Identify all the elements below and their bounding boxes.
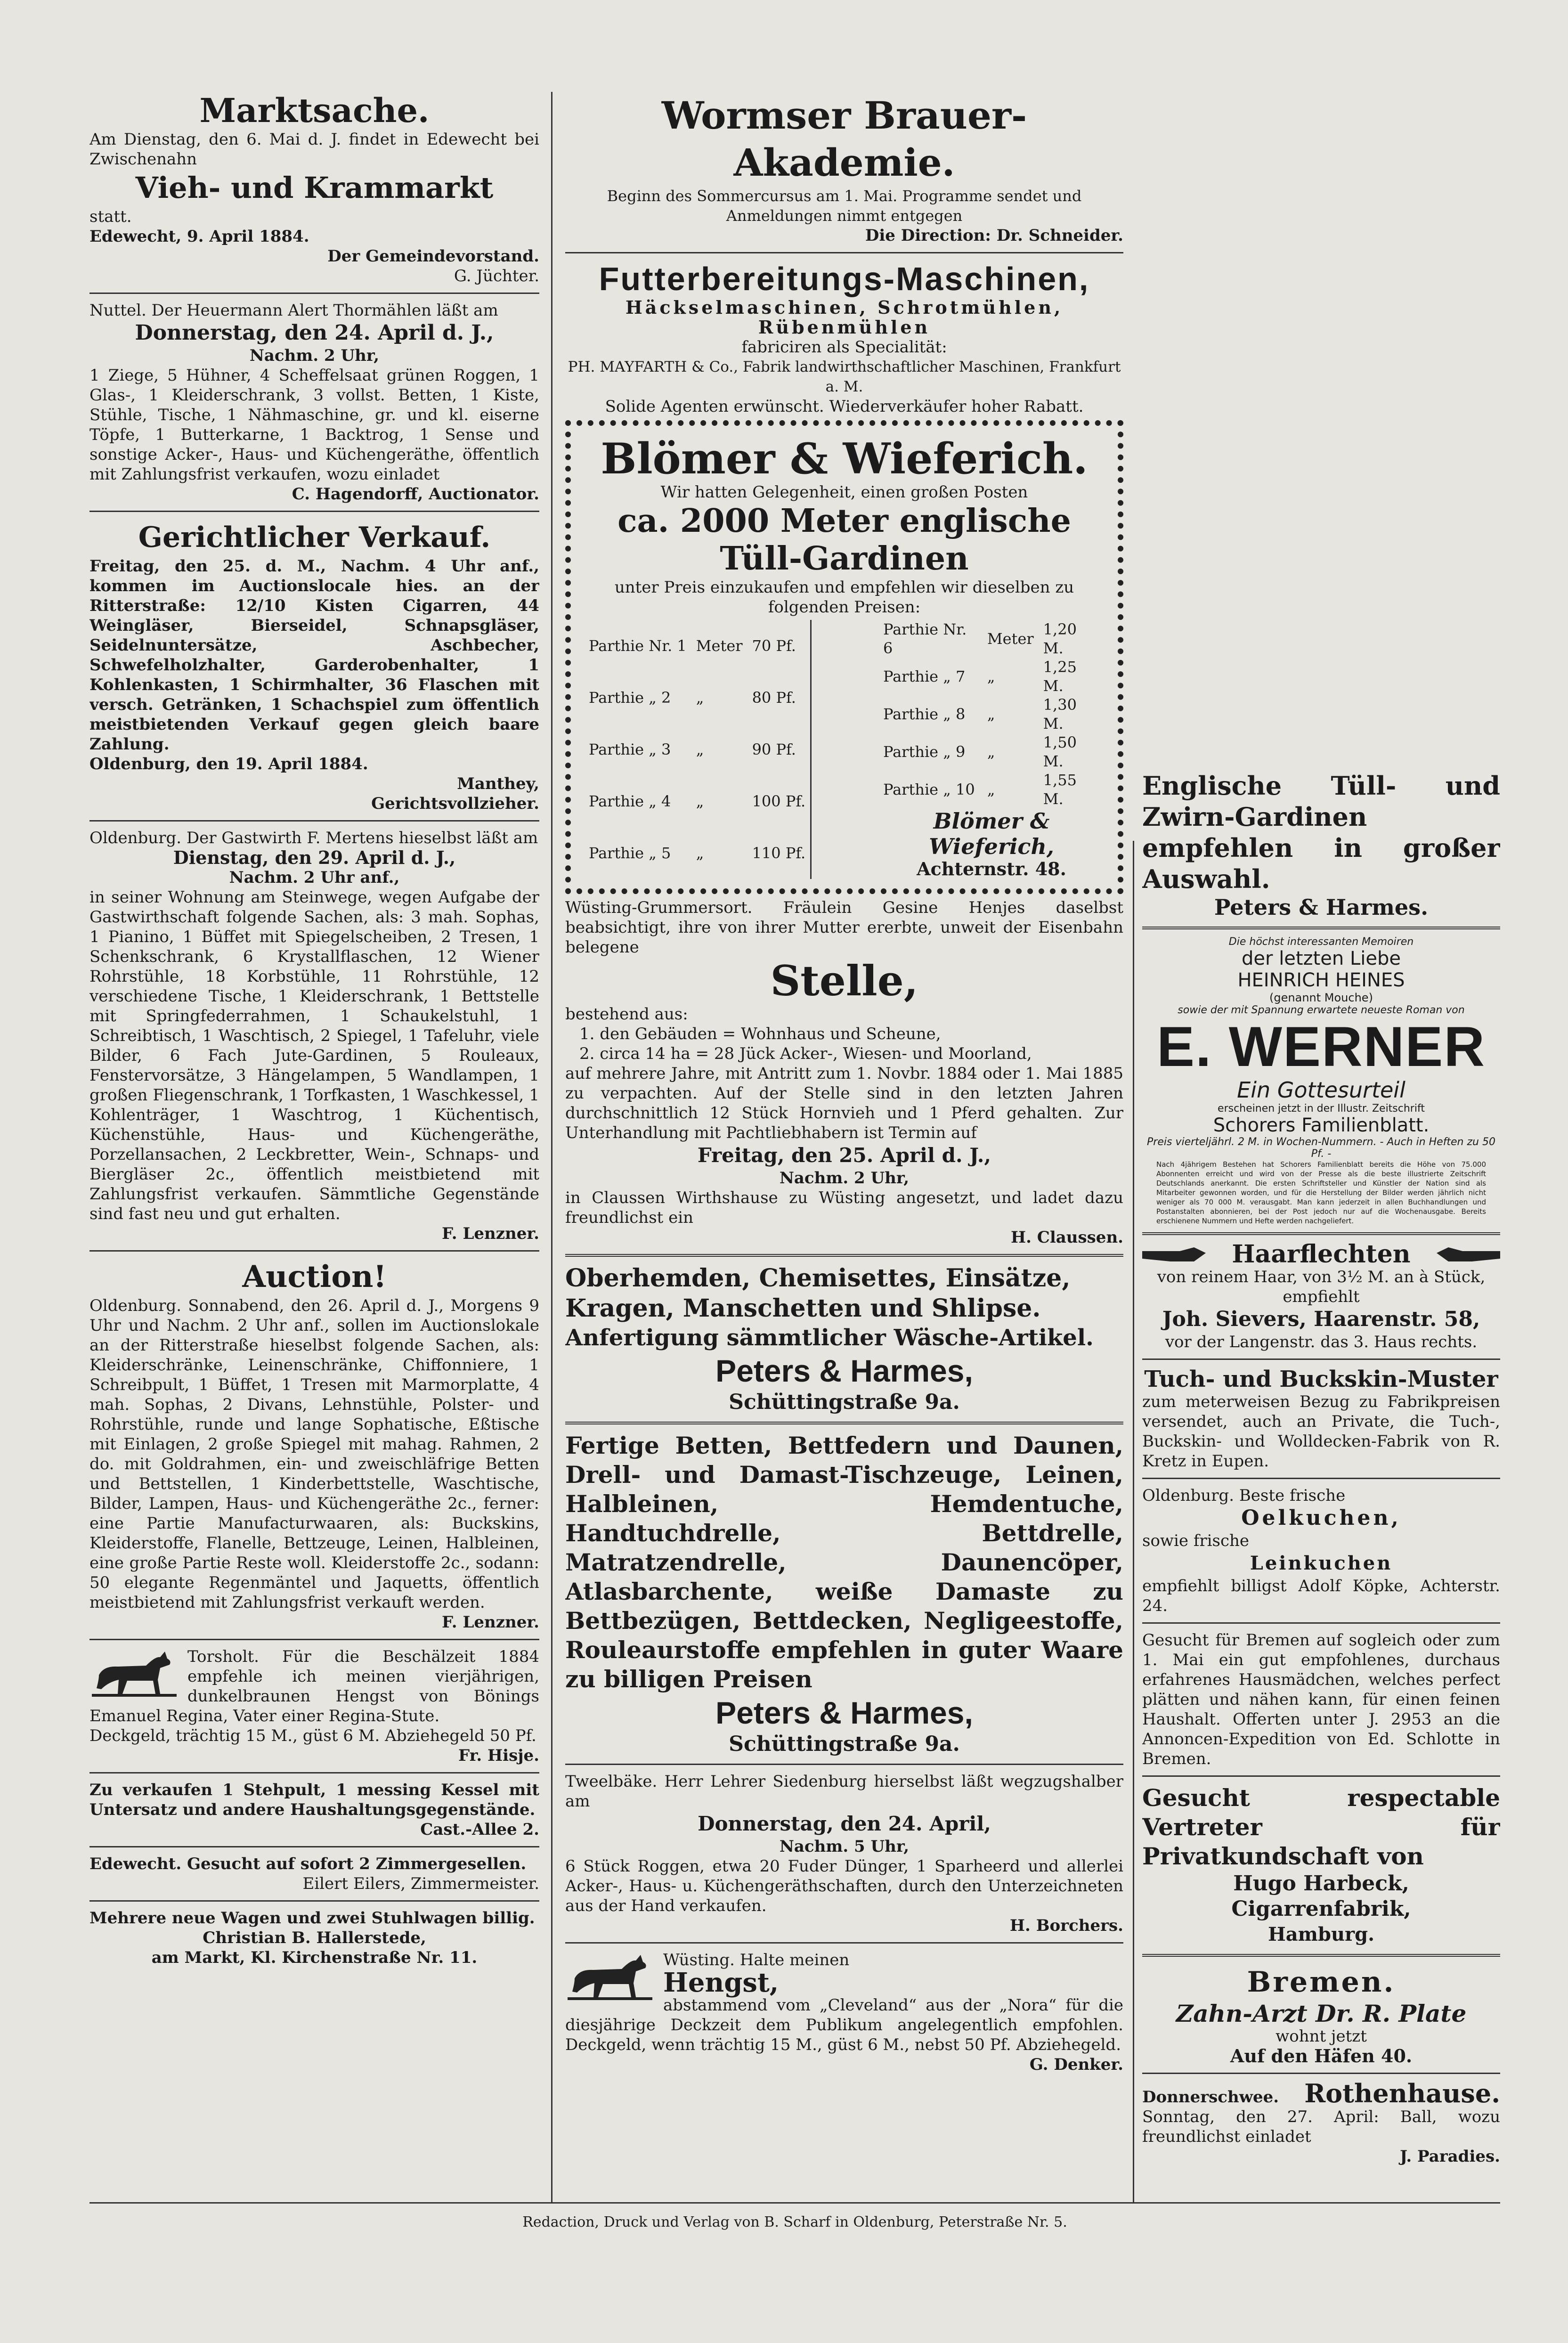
stelle-text4: in Claussen Wirthshause zu Wüsting angesetzt, und ladet dazu freundlichst ein: [565, 1188, 1123, 1227]
cell: Parthie Nr. 6: [883, 620, 967, 657]
haar-text: von reinem Haar, von 3½ M. an à Stück, empfiehlt: [1157, 1268, 1486, 1306]
divider: [89, 1900, 539, 1902]
bremen-title: Bremen.: [1247, 1966, 1396, 1999]
tull-sig: Peters & Harmes.: [1214, 895, 1429, 920]
divider: [89, 1772, 539, 1774]
oel-text2: empfiehlt billigst Adolf Köpke, Achterstr. 24.: [1142, 1577, 1500, 1615]
cell: Parthie „ 9: [883, 743, 966, 761]
wu-title: Hengst,: [663, 1967, 779, 1998]
stelle-date: Freitag, den 25. April d. J.,: [697, 1144, 991, 1167]
cell: Parthie „ 5: [589, 844, 671, 862]
nuttel-sig: C. Hagendorff, Auctionator.: [292, 485, 539, 504]
oel-title: Oelkuchen,: [1241, 1506, 1401, 1530]
oel-title2: Leinkuchen: [1250, 1552, 1393, 1574]
werner-l6: Ein Gottesurteil: [1237, 1077, 1406, 1103]
cell: „: [987, 667, 995, 685]
divider: [565, 1764, 1123, 1765]
werner-l3: HEINRICH HEINES: [1237, 969, 1405, 991]
markt-head: Vieh- und Krammarkt: [135, 171, 494, 205]
zahn-l1: wohnt jetzt: [1276, 2027, 1367, 2046]
cell: Parthie Nr. 1: [589, 637, 687, 655]
ph-name2: Peters & Harmes,: [715, 1695, 973, 1730]
divider: [1142, 1954, 1500, 1957]
stelle-item2: 2. circa 14 ha = 28 Jück Acker-, Wiesen- und Moorland,: [579, 1044, 1032, 1063]
table-row: [584, 775, 811, 827]
tw-time: Nachm. 5 Uhr,: [779, 1837, 910, 1856]
nuttel-lead: Nuttel. Der Heuermann Alert Thormählen läßt am: [89, 301, 498, 320]
cell: „: [987, 781, 995, 798]
table-row: [584, 620, 811, 672]
table-row: [878, 733, 1105, 771]
blomer-head: ca. 2000 Meter englische Tüll-Gardinen: [617, 502, 1071, 578]
price-table-right: [878, 620, 1105, 808]
markt-text: Am Dienstag, den 6. Mai d. J. findet in Edewecht bei Zwischenahn: [89, 130, 539, 169]
tw-text2: 6 Stück Roggen, etwa 20 Fuder Dünger, 1 Sparheerd und allerlei Acker-, Haus- u. Küchengeräthschaften, durch den Unterzeichneten aus der Hand verkaufen.: [565, 1857, 1123, 1915]
werner-l9: Preis vierteljährl. 2 M. in Wochen-Nummern. - Auch in Heften zu 50 Pf. -: [1147, 1136, 1495, 1160]
blomer-sig2: Achternstr. 48.: [917, 858, 1066, 879]
oel-text: sowie frische: [1142, 1531, 1250, 1550]
werner-l5: sowie der mit Spannung erwartete neueste Roman von: [1178, 1004, 1465, 1016]
markt-place: Edewecht, 9. April 1884.: [89, 227, 309, 246]
column-rule: [551, 92, 552, 2202]
wagen-sig: Christian B. Hallerstede,: [203, 1928, 426, 1947]
bremen-text: Gesucht für Bremen auf sogleich oder zum 1. Mai ein gut empfohlenes, durchaus erfahrenes Hausmädchen, welches perfect plätten und nähen kann, für einen feinen Haushalt. Offerten unter J. 2953 an die Annoncen-Expedition von Ed. Schlotte in Bremen.: [1142, 1631, 1500, 1768]
markt-sig2: G. Jüchter.: [454, 267, 539, 285]
wu-ad: [565, 1950, 1123, 2075]
ph-name: Peters & Harmes,: [715, 1353, 973, 1388]
auc-title: Auction!: [242, 1259, 387, 1294]
oel-lead: Oldenburg. Beste frische: [1142, 1486, 1346, 1505]
price-list: [584, 620, 1105, 879]
divider: [89, 820, 539, 822]
ph-addr: Schüttingstraße 9a.: [729, 1390, 960, 1414]
tull-text: Englische Tüll- und Zwirn-Gardinen empfehlen in großer Auswahl.: [1142, 771, 1500, 894]
markt-text2: statt.: [89, 207, 132, 226]
table-row: [584, 724, 811, 775]
werner-l8: Schorers Familienblatt.: [1213, 1115, 1430, 1136]
divider: [89, 293, 539, 294]
old-time: Nachm. 2 Uhr anf.,: [229, 868, 400, 887]
cell: „: [987, 705, 995, 723]
divider: [565, 1254, 1123, 1257]
cell: 100 Pf.: [752, 792, 806, 810]
torf-sig: Fr. Hisje.: [458, 1746, 539, 1765]
donn-sig: J. Paradies.: [1399, 2147, 1500, 2166]
cell: Parthie „ 7: [883, 667, 966, 685]
tw-text: Tweelbäke. Herr Lehrer Siedenburg hierselbst läßt wegzugshalber am: [565, 1772, 1123, 1811]
newspaper-page: [89, 92, 1500, 2254]
blomer-sig: Blömer & Wieferich,: [929, 808, 1054, 859]
tuch-text: zum meterweisen Bezug zu Fabrikpreisen versendet, auch an Private, die Tuch-, Buckskin- und Wolldecken-Fabrik von R. Kretz in Eupen.: [1142, 1392, 1500, 1471]
divider: [89, 1250, 539, 1252]
futter-sub: Häckselmaschinen, Schrotmühlen, Rübenmühlen: [625, 297, 1064, 338]
cell: Parthie „ 3: [589, 740, 671, 758]
zahn-l2: Auf den Häfen 40.: [1230, 2045, 1413, 2066]
cell: Parthie „ 2: [589, 689, 671, 707]
divider: [1142, 927, 1500, 929]
donn-text: Sonntag, den 27. April: Ball, wozu freundlichst einladet: [1142, 2107, 1500, 2146]
haar-title: Haarflechten: [1232, 1240, 1411, 1269]
zahn: Zahn-Arzt Dr. R. Plate: [1176, 2000, 1467, 2027]
cell: „: [696, 740, 704, 758]
table-row: [878, 620, 1105, 658]
harbeck-name: Hugo Harbeck, Cigarrenfabrik,: [1231, 1871, 1411, 1921]
divider: [565, 1942, 1123, 1944]
tw-date: Donnerstag, den 24. April,: [698, 1812, 991, 1835]
divider: [1142, 1478, 1500, 1479]
betten-text: Fertige Betten, Bettfedern und Daunen, Drell- und Damast-Tischzeuge, Leinen, Halbleinen, Hemdentuche, Handtuchdrelle, Bettdrelle, Matratzendrelle, Daunencöper, Atlasbarchente, weiße Damaste zu Bettbezügen, Bettdecken, Negligeestoffe, Rouleaurstoffe empfehlen in guter Waare zu billigen Preisen: [565, 1432, 1123, 1693]
wu-sig: G. Denker.: [1029, 2055, 1123, 2074]
old-date: Dienstag, den 29. April d. J.,: [173, 847, 456, 868]
ede-text: Edewecht. Gesucht auf sofort 2 Zimmergesellen.: [89, 1855, 527, 1873]
cell: „: [987, 743, 995, 761]
harbeck-text: Gesucht respectable Vertreter für Privatkundschaft von: [1142, 1784, 1500, 1870]
table-row: [878, 771, 1105, 808]
blomer-text1: Wir hatten Gelegenheit, einen großen Posten: [660, 483, 1028, 502]
haar-header: [1142, 1242, 1500, 1267]
tuch-title: Tuch- und Buckskin-Muster: [1144, 1366, 1498, 1392]
werner-name: E. WERNER: [1156, 1015, 1486, 1078]
column-left: [89, 92, 539, 2193]
blomer-title: Blömer & Wieferich.: [601, 434, 1088, 484]
ger-place: Oldenburg, den 19. April 1884.: [89, 755, 368, 773]
markt-sig: Der Gemeindevorstand.: [327, 247, 539, 266]
divider: [1142, 1359, 1500, 1360]
divider: [565, 252, 1123, 253]
donn-title: Rothenhause.: [1304, 2078, 1500, 2108]
cell: Meter: [696, 637, 743, 655]
werner-ad: [1142, 936, 1500, 1226]
divider: [1142, 1232, 1500, 1235]
stelle-time: Nachm. 2 Uhr,: [779, 1169, 910, 1188]
cell: Parthie „ 10: [883, 781, 975, 798]
ger-title: Gerichtlicher Verkauf.: [138, 521, 491, 554]
ph-addr2: Schüttingstraße 9a.: [729, 1732, 960, 1756]
horse-icon: [89, 1647, 179, 1699]
old-text: in seiner Wohnung am Steinwege, wegen Aufgabe der Gastwirthschaft folgende Sachen, als: 3 mah. Sophas, 1 Pianino, 1 Büffet mit Spiegelscheiben, 2 Tresen, 1 Schenkschrank, 6 Krystallflaschen, 12 Wiener Rohrstühle, 18 Korbstühle, 11 Rohrstühle, 12 verschiedene Tische, 1 Kleiderschrank, 1 Bettstelle mit Springfederrahmen, 1 Schaukelstuhl, 1 Schreibtisch, 1 Waschtisch, 2 Spiegel, 1 Tafeluhr, viele Bilder, 6 Fach Jute-Gardinen, 5 Rouleaux, Fenstervorsätze, 3 Hängelampen, 5 Wandlampen, 1 großen Fliegenschrank, 1 Torfkasten, 1 Waschkessel, 1 Kohlenträger, 1 Waschtrog, 1 Küchentisch, Küchenstühle, Haus- und Küchengeräthe, Porzellansachen, 2 Leckbretter, Wein-, Schnaps- und Biergläser 2c., öffentlich meistbietend mit Zahlungsfrist verkaufen. Sämmtliche Gegenstände sind fast neu und gut erhalten.: [89, 888, 539, 1223]
futter-line2: PH. MAYFARTH & Co., Fabrik landwirthschaftlicher Maschinen, Frankfurt a. M.: [568, 358, 1121, 395]
ger-sig: Manthey,: [457, 774, 539, 793]
table-row: [878, 658, 1105, 695]
table-row: [878, 695, 1105, 733]
column-rule: [1133, 841, 1134, 2202]
cell: 90 Pf.: [752, 740, 796, 758]
ger-sig2: Gerichtsvollzieher.: [371, 794, 539, 813]
divider: [565, 1422, 1123, 1424]
divider: [89, 1639, 539, 1640]
haar-name: Joh. Sievers, Haarenstr. 58,: [1162, 1307, 1480, 1331]
torf-ad: [89, 1647, 539, 1765]
stelle-text3: auf mehrere Jahre, mit Antritt zum 1. Novbr. 1884 oder 1. Mai 1885 zu verpachten. Auf der Stelle sind in den letzten Jahren durchschnittlich 12 Stück Hornvieh und 1 Pferd gehalten. Zur Unterhandlung mit Pachtliebhabern ist Termin auf: [565, 1064, 1123, 1142]
column-middle: [565, 92, 1123, 2193]
divider: [1142, 1622, 1500, 1624]
ger-text: Freitag, den 25. d. M., Nachm. 4 Uhr anf., kommen im Auctionslocale hies. an der Ritterstraße: 12/10 Kisten Cigarren, 44 Weingläser, Bierseidel, Schnapsgläser, Seidelnuntersätze, Aschbecher, Schwefelholzhalter, Garderobenhalter, 1 Kohlenkasten, 1 Schirmhalter, 36 Flaschen mit versch. Getränken, 1 Schachspiel zum öffentlich meistbietenden Verkauf gegen gleich baare Zahlung.: [89, 557, 539, 754]
futter-line3: Solide Agenten erwünscht. Wiederverkäufer hoher Rabatt.: [605, 397, 1084, 416]
wagen-text: Mehrere neue Wagen und zwei Stuhlwagen billig.: [89, 1909, 535, 1928]
blomer-text2: unter Preis einzukaufen und empfehlen wir dieselben zu folgenden Preisen:: [614, 578, 1074, 617]
price-right: [878, 620, 1105, 879]
nuttel-text: 1 Ziege, 5 Hühner, 4 Scheffelsaat grünen Roggen, 1 Glas-, 1 Kleiderschrank, 3 vollst. Betten, 1 Kiste, Stühle, Tische, 1 Nähmaschine, gr. und kl. eiserne Töpfe, 1 Butterkarne, 1 Backtrog, 1 Sense und sonstige Acker-, Haus- und Küchengeräthe, öffentlich mit Zahlungsfrist verkaufen, wozu einladet: [89, 366, 539, 484]
divider: [1142, 1775, 1500, 1777]
table-row: [584, 672, 811, 724]
werner-l4: (genannt Mouche): [1269, 991, 1373, 1004]
footer-imprint: Redaction, Druck und Verlag von B. Scharf in Oldenburg, Peterstraße Nr. 5.: [522, 2214, 1067, 2230]
price-table-left: [584, 620, 812, 879]
worms-text: Beginn des Sommercursus am 1. Mai. Programme sendet und Anmeldungen nimmt entgegen: [607, 187, 1082, 225]
horse-icon: [565, 1950, 655, 2002]
donn-header: [1142, 2078, 1500, 2108]
verk-sig: Cast.-Allee 2.: [420, 1820, 539, 1839]
stelle-item1: 1. den Gebäuden = Wohnhaus und Scheune,: [579, 1025, 941, 1043]
tw-sig: H. Borchers.: [1009, 1916, 1123, 1935]
cell: „: [696, 844, 704, 862]
cell: „: [696, 792, 704, 810]
cell: 1,50 M.: [1043, 733, 1077, 770]
auc-sig: F. Lenzner.: [442, 1613, 539, 1632]
cell: Parthie „ 8: [883, 705, 966, 723]
old-sig: F. Lenzner.: [442, 1224, 539, 1243]
pointing-hand-icon: [1434, 1243, 1500, 1266]
ede-sig: Eilert Eilers, Zimmermeister.: [302, 1874, 539, 1893]
werner-l7: erscheinen jetzt in der Illustr. Zeitschrift: [1218, 1103, 1425, 1115]
ober-text2: Anfertigung sämmtlicher Wäsche-Artikel.: [565, 1325, 1094, 1351]
stelle-text2: bestehend aus:: [565, 1005, 688, 1024]
column-right: [1142, 770, 1500, 2193]
divider: [89, 511, 539, 512]
werner-l2: der letzten Liebe: [1242, 948, 1401, 969]
haar-text2: vor der Langenstr. das 3. Haus rechts.: [1165, 1333, 1478, 1351]
blomer-ad: [565, 420, 1123, 894]
ober-text: Oberhemden, Chemisettes, Einsätze, Kragen, Manschetten und Shlipse.: [565, 1264, 1071, 1323]
cell: Meter: [987, 630, 1034, 648]
werner-small: Nach 4jährigem Bestehen hat Schorers Familienblatt bereits die Höhe von 75.000 Abonnenten erreicht und wird von der Presse als die beste illustrierte Zeitschrift Deutschlands anerkannt. Die ersten Schriftsteller und Künstler der Nation sind als Mitarbeiter gewonnen worden, und für die Herstellung der Bilder werden jährlich nicht weniger als 70 000 M. verausgabt. Man kann jederzeit in allen Buchhandlungen und Postanstalten abonnieren, bei der Post jedoch nur auf die Wochenausgabe. Bereits erschienene Nummern und Hefte werden nachgeliefert.: [1156, 1160, 1486, 1225]
cell: 70 Pf.: [752, 637, 796, 655]
stelle-title: Stelle,: [770, 956, 918, 1005]
cell: 80 Pf.: [752, 689, 796, 707]
harbeck-city: Hamburg.: [1267, 1923, 1375, 1945]
footer-rule: [89, 2202, 1500, 2204]
wagen-sig2: am Markt, Kl. Kirchenstraße Nr. 11.: [151, 1948, 478, 1967]
worms-title: Wormser Brauer-Akademie.: [661, 93, 1027, 185]
stelle-sig: H. Claussen.: [1011, 1228, 1123, 1247]
futter-line1: fabriciren als Specialität:: [741, 338, 947, 357]
futter-title: Futterbereitungs-Maschinen,: [599, 260, 1090, 297]
wu-text1: Wüsting. Halte meinen: [663, 1951, 850, 1969]
verk-text: Zu verkaufen 1 Stehpult, 1 messing Kessel mit Untersatz und andere Haushaltungsgegenstände.: [89, 1781, 539, 1819]
wu-text2: abstammend vom „Cleveland“ aus der „Nora“ für die diesjährige Deckzeit dem Publikum angelegentlich empfohlen. Deckgeld, wenn trächtig 15 M., güst 6 M., nebst 50 Pf. Abziehegeld.: [565, 1996, 1123, 2054]
markt-title: Marktsache.: [199, 92, 430, 130]
cell: „: [696, 689, 704, 707]
nuttel-date: Donnerstag, den 24. April d. J.,: [135, 321, 494, 345]
donn-lead: Donnerschwee.: [1142, 2088, 1279, 2107]
old-lead: Oldenburg. Der Gastwirth F. Mertens hieselbst läßt am: [89, 829, 538, 847]
cell: 1,55 M.: [1043, 771, 1077, 808]
torf-text: Torsholt. Für die Beschälzeit 1884 empfehle ich meinen vierjährigen, dunkelbraunen Hengst von Bönings Emanuel Regina, Vater einer Regina-Stute.: [89, 1647, 539, 1725]
pointing-hand-icon: [1142, 1243, 1208, 1266]
cell: 1,25 M.: [1043, 658, 1077, 695]
werner-l1: Die höchst interessanten Memoiren: [1228, 936, 1414, 948]
divider: [89, 1846, 539, 1847]
cell: 1,30 M.: [1043, 696, 1077, 732]
divider: [1142, 2073, 1500, 2074]
torf-text2: Deckgeld, trächtig 15 M., güst 6 M. Abziehegeld 50 Pf.: [89, 1726, 536, 1745]
table-row: [584, 827, 811, 879]
stelle-text1: Wüsting-Grummersort. Fräulein Gesine Henjes daselbst beabsichtigt, ihre von ihrer Mutter ererbte, unweit der Eisenbahn belegene: [565, 898, 1123, 957]
cell: 110 Pf.: [752, 844, 806, 862]
auc-text: Oldenburg. Sonnabend, den 26. April d. J., Morgens 9 Uhr und Nachm. 2 Uhr anf., sollen im Auctionslokale an der Ritterstraße hieselbst folgende Sachen, als: Kleiderschränke, Leinenschränke, Chiffonniere, 1 Schreibpult, 1 Büffet, 1 Tresen mit Marmorplatte, 4 mah. Sophas, 2 Divans, Lehnstühle, Polster- und Rohrstühle, runde und lange Sophatische, Eßtische mit Einlagen, 2 große Spiegel mit mahag. Rahmen, 2 do. mit Goldrahmen, ein- und zweischläfrige Betten und Bettstellen, 1 Kinderbettstelle, Waschtische, Bilder, Lampen, Haus- und Küchengeräthe 2c., ferner: eine Partie Manufacturwaaren, als: Buckskins, Kleiderstoffe, Flanelle, Bettzeuge, Leinen, Halbleinen, eine große Partie Reste woll. Kleiderstoffe 2c., sodann: 50 elegante Regenmäntel und Jaquetts, öffentlich meistbietend mit Zahlungsfrist verkauft werden.: [89, 1296, 539, 1612]
nuttel-time: Nachm. 2 Uhr,: [249, 346, 380, 365]
cell: 1,20 M.: [1043, 620, 1077, 657]
cell: Parthie „ 4: [589, 792, 671, 810]
worms-sig: Die Direction: Dr. Schneider.: [865, 226, 1123, 245]
